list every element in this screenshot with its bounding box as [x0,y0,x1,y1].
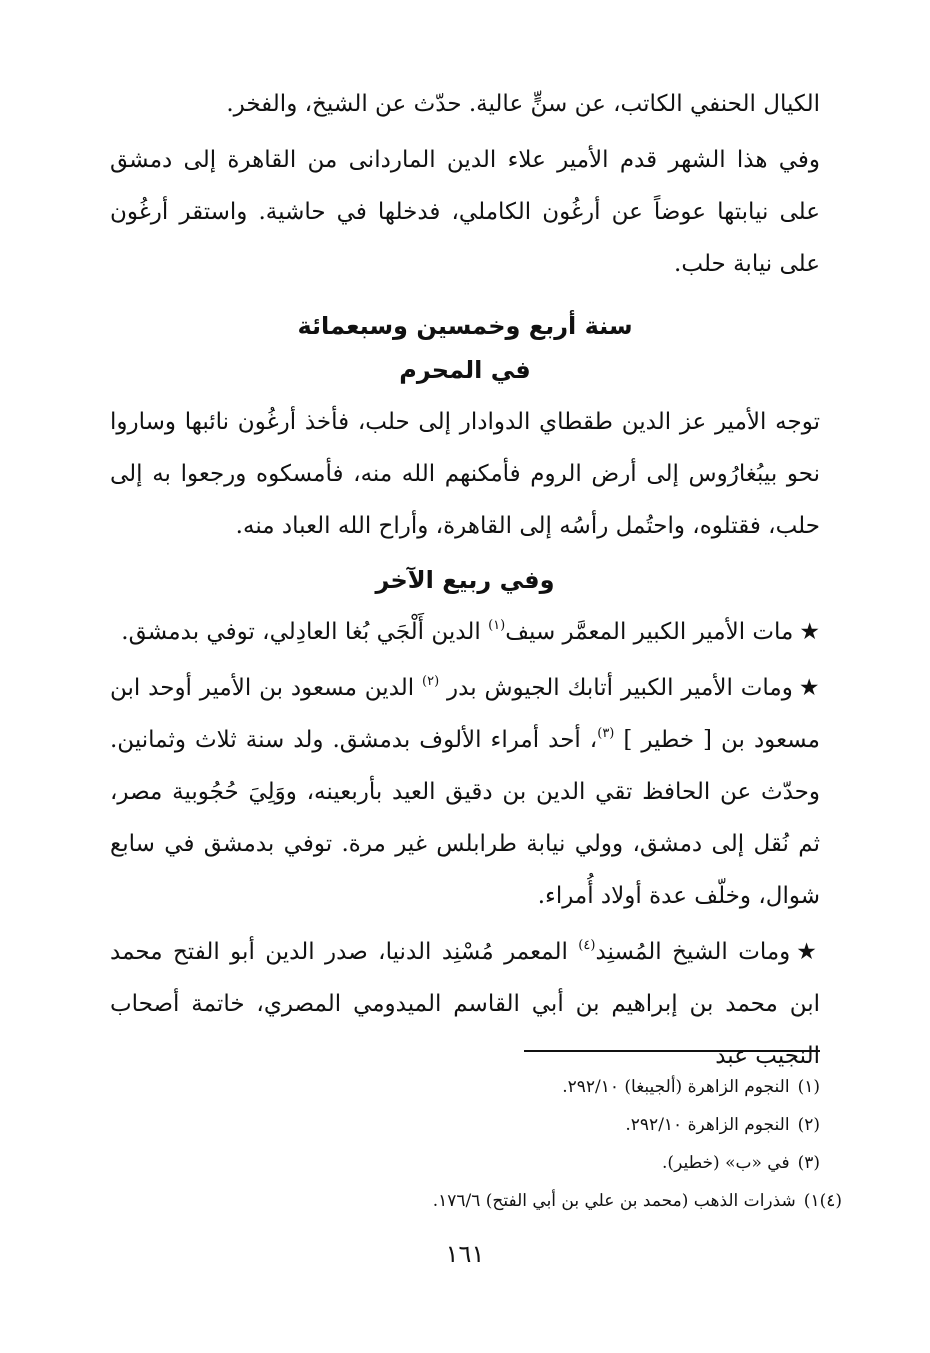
entry-text: الدين مسعود بن الأمير أوحد ابن مسعود بن [ خطير ] [110,675,820,753]
footnote-text: شذرات الذهب (محمد بن علي بن أبي الفتح) ١٧٦/٦. [432,1191,796,1211]
footnote-text: النجوم الزاهرة ٢٩٢/١٠. [625,1115,790,1135]
paragraph-mardani: وفي هذا الشهر قدم الأمير علاء الدين الماردانى من القاهرة إلى دمشق على نيابتها عوضاً عن أرغُون الكاملي، فدخلها في حاشية. واستقر أرغُون على نيابة حلب. [110,147,820,277]
entry-text: ومات الأمير الكبير أتابك الجيوش بدر [447,675,793,701]
paragraph-continuation: الكيال الحنفي الكاتب، عن سنٍّ عالية. حدّث عن الشيخ، والفخر. [226,91,820,117]
footnote-ref-2[interactable]: (٢) [422,674,440,689]
page-body [110,78,842,1211]
star-icon: ★ [799,619,820,645]
entry-badr-masud [110,662,820,922]
month-heading-rabi: وفي ربيع الآخر [375,566,555,594]
footnote-text: في «ب» (خطير). [662,1153,790,1173]
footnote-number: (٢) [797,1115,820,1135]
star-icon: ★ [798,675,820,701]
entry-text: الدين أَلْجَي بُغا العادِلي، توفي بدمشق. [121,619,481,645]
footnote-ref-1[interactable]: (١) [488,618,506,633]
footnote-3 [110,1144,820,1182]
month-heading-muharram: في المحرم [399,356,531,384]
footnote-divider [524,1050,820,1052]
year-heading: سنة أربع وخمسين وسبعمائة [297,312,633,340]
entry-text: مات الأمير الكبير المعمَّر سيف [505,619,794,645]
footnote-ref-3[interactable]: (٣) [597,726,615,741]
paragraph-tuqtay: توجه الأمير عز الدين طقطاي الدوادار إلى حلب، فأخذ أرغُون نائبها وساروا نحو بيبُغارُوس إلى أرض الروم فأمكنهم الله منه، فأمسكوه ورجعوا به إلى حلب، فقتلوه، واحتُمل رأسُه إلى القاهرة، وأراح الله العباد منه. [110,409,820,539]
footnote-4 [110,1182,842,1220]
footnote-number: (١) [797,1077,820,1097]
entry-text: ، أحد أمراء الألوف بدمشق. ولد سنة ثلاث وثمانين. وحدّث عن الحافظ تقي الدين بن دقيق العيد بأربعينه، ووَلِيَ حُجُوبية مصر، ثم نُقل إلى دمشق، وولي نيابة طرابلس غير مرة. توفي بدمشق في سابع شوال، وخلّف عدة أولاد أُمراء. [110,727,820,909]
footnote-text: النجوم الزاهرة (ألجيبغا) ٢٩٢/١٠. [562,1077,790,1097]
entry-sayf-aljibugha [110,606,820,658]
footnote-ref-4[interactable]: (٤) [578,938,596,953]
footnote-1 [110,1068,820,1106]
footnote-2 [110,1106,820,1144]
footnote-number: (٤)١) [803,1191,842,1211]
star-icon: ★ [796,939,821,965]
entry-text: المعمر مُسْنِد الدنيا، صدر الدين أبو الفتح محمد ابن محمد بن إبراهيم بن أبي القاسم الميدومي المصري، خاتمة أصحاب النجيب عبد [110,939,820,1069]
entry-maydumi [110,926,820,1082]
footnotes [110,1068,842,1220]
entry-text: ومات الشيخ المُسنِد [595,939,791,965]
page-number: ١٦١ [445,1240,485,1268]
footnote-number: (٣) [797,1153,820,1173]
